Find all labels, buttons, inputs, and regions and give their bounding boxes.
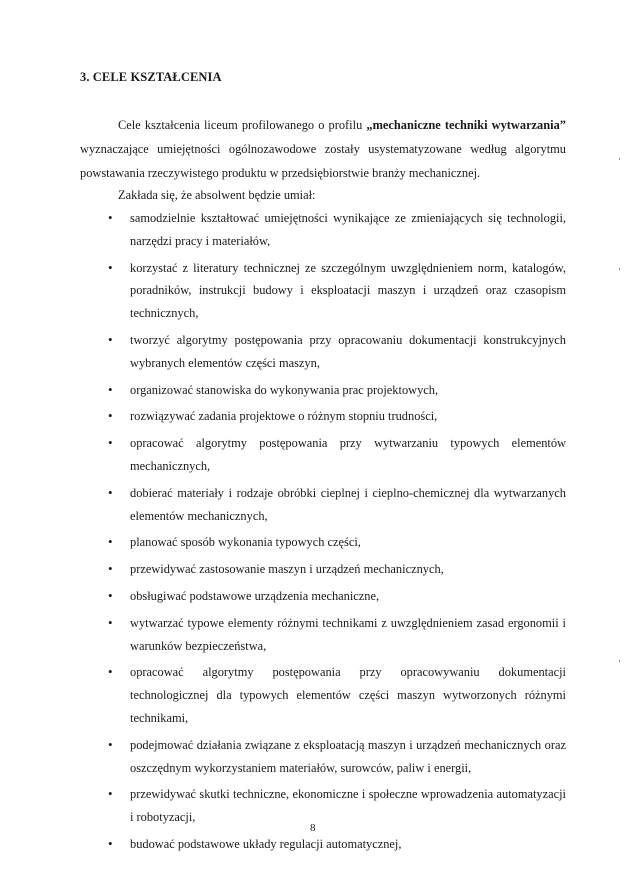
list-item-text: przewidywać zastosowanie maszyn i urządzeń mechanicznych, <box>130 562 444 577</box>
list-item <box>80 207 566 253</box>
bullet-icon: • <box>108 587 113 603</box>
list-item <box>80 612 566 658</box>
list-item-text: wytwarzać typowe elementy różnymi technikami z uwzględnieniem zasad ergonomii i warunków bezpieczeństwa, <box>130 615 566 653</box>
list-item-text: organizować stanowiska do wykonywania prac projektowych, <box>130 382 439 397</box>
list-item-text: budować podstawowe układy regulacji automatycznej, <box>130 836 402 851</box>
list-item-text: planować sposób wykonania typowych części, <box>130 535 361 550</box>
list-item-text: dobierać materiały i rodzaje obróbki cieplnej i cieplno-chemicznej dla wytwarzanych elementów mechanicznych, <box>130 485 566 523</box>
list-item <box>80 482 566 528</box>
bullet-icon: • <box>108 408 113 424</box>
list-item <box>80 783 566 829</box>
bullet-icon: • <box>108 614 113 630</box>
profile-name: „mechaniczne techniki wytwarzania” <box>366 118 566 132</box>
list-item-text: obsługiwać podstawowe urządzenia mechaniczne, <box>130 588 380 603</box>
list-item-text: rozwiązywać zadania projektowe o różnym stopniu trudności, <box>130 409 438 424</box>
bullet-icon: • <box>108 664 113 680</box>
list-item <box>80 585 566 608</box>
list-item-text: opracować algorytmy postępowania przy opracowywaniu dokumentacji technologicznej dla typowych elementów części maszyn wytworzonych różnymi technikami, <box>130 665 566 725</box>
bullet-icon: • <box>108 835 113 851</box>
list-item-text: samodzielnie kształtować umiejętności wynikające ze zmieniających się technologii, narzędzi pracy i materiałów, <box>130 211 566 248</box>
page-number: 8 <box>310 822 316 834</box>
list-item <box>80 405 566 428</box>
list-item <box>80 531 566 554</box>
bullet-icon: • <box>108 259 113 275</box>
bullet-icon: • <box>108 484 113 500</box>
list-item <box>80 379 566 402</box>
list-item-text: opracować algorytmy postępowania przy wytwarzaniu typowych elementów mechanicznych, <box>130 436 566 473</box>
list-item-text: tworzyć algorytmy postępowania przy opracowaniu dokumentacji konstrukcyjnych wybranych elementów części maszyn, <box>130 332 566 370</box>
list-item <box>80 558 566 581</box>
list-item <box>80 257 566 325</box>
bullet-icon: • <box>108 435 113 451</box>
scan-margin-mark <box>619 158 620 160</box>
list-item-text: przewidywać skutki techniczne, ekonomiczne i społeczne wprowadzenia automatyzacji i robotyzacji, <box>130 787 566 825</box>
section-heading: 3. CELE KSZTAŁCENIA <box>80 70 222 84</box>
bullet-icon: • <box>108 561 113 577</box>
scan-margin-mark <box>619 268 620 270</box>
bullet-icon: • <box>108 534 113 550</box>
bullet-icon: • <box>108 736 113 752</box>
bullet-icon: • <box>108 331 113 347</box>
scan-margin-mark <box>619 660 620 662</box>
bullet-icon: • <box>108 786 113 802</box>
list-item <box>80 329 566 375</box>
intro-text-start: Cele kształcenia liceum profilowanego o profilu <box>118 118 367 132</box>
list-item-text: podejmować działania związane z eksploatacją maszyn i urządzeń mechanicznych oraz oszczędnym wykorzystaniem materiałów, surowców, paliw i energii, <box>130 737 566 775</box>
intro-text-end: wyznaczające umiejętności ogólnozawodowe zostały usystematyzowane według algorytmu powstawania rzeczywistego produktu w przedsiębiorstwie branży mechanicznej. <box>80 142 566 180</box>
list-item <box>80 833 566 856</box>
lead-sentence: Zakłada się, że absolwent będzie umiał: <box>118 188 316 202</box>
list-item <box>80 432 566 478</box>
bullet-icon: • <box>108 381 113 397</box>
skills-list <box>80 207 566 860</box>
list-item <box>80 734 566 780</box>
bullet-icon: • <box>108 210 113 225</box>
list-item-text: korzystać z literatury technicznej ze szczególnym uwzględnieniem norm, katalogów, poradników, instrukcji budowy i eksploatacji maszyn i urządzeń oraz czasopism technicznych, <box>130 260 566 321</box>
intro-paragraph <box>80 113 566 185</box>
list-item <box>80 661 566 729</box>
